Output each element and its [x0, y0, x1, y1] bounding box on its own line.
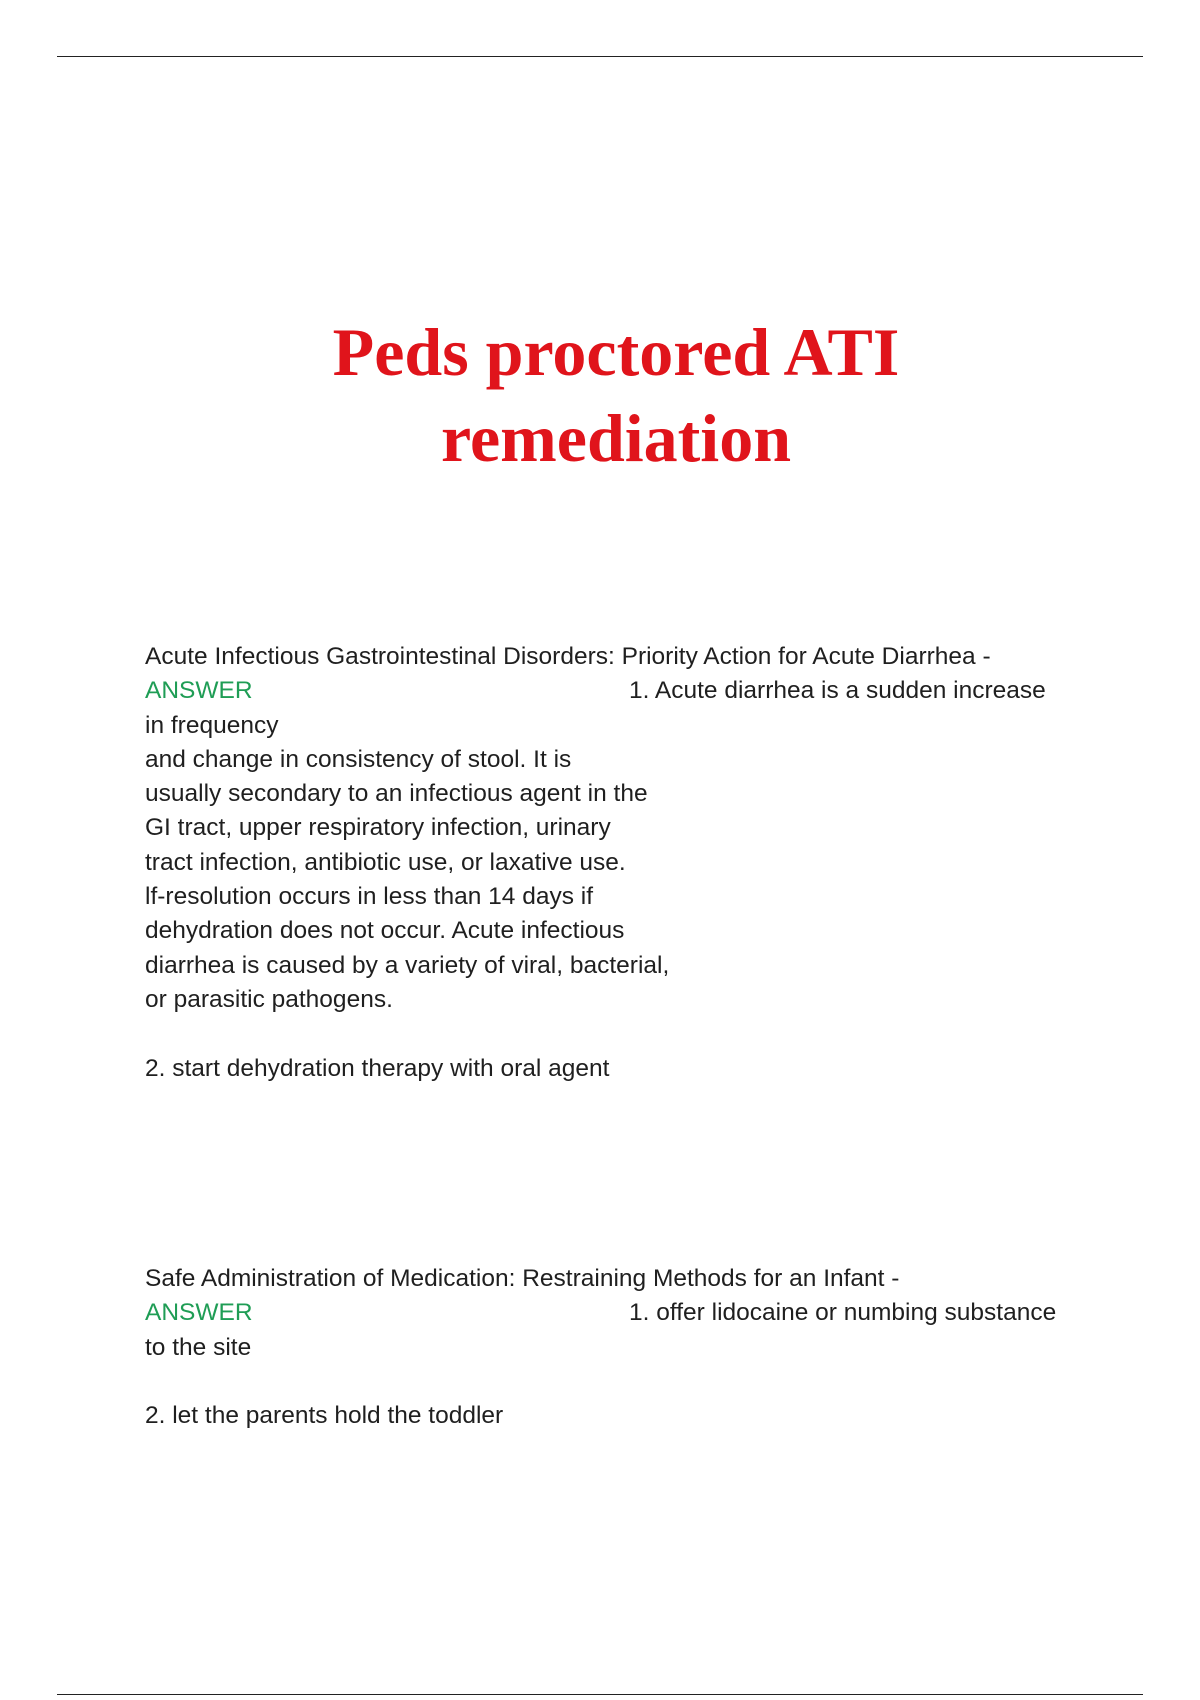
answer-row: [145, 674, 1095, 708]
answer-line: and change in consistency of stool. It is: [145, 745, 572, 773]
document-title-line-2: remediation: [440, 400, 792, 476]
answer-first-line: 1. Acute diarrhea is a sudden increase: [629, 677, 1046, 705]
qa-item-1: [145, 640, 1095, 1086]
answer-first-line: 1. offer lidocaine or numbing substance: [629, 1299, 1057, 1327]
answer-line: in frequency: [145, 711, 279, 739]
answer-line: diarrhea is caused by a variety of viral, bacterial,: [145, 951, 670, 979]
answer-point-2: 2. start dehydration therapy with oral agent: [145, 1054, 610, 1082]
bottom-rule: [57, 1694, 1143, 1695]
spacer: [145, 1365, 1095, 1399]
answer-line: tract infection, antibiotic use, or laxative use.: [145, 848, 626, 876]
spacer: [145, 1017, 1095, 1051]
answer-line: dehydration does not occur. Acute infectious: [145, 917, 625, 945]
answer-line: GI tract, upper respiratory infection, urinary: [145, 814, 611, 842]
answer-label: ANSWER: [145, 1299, 253, 1327]
answer-row: [145, 1296, 1095, 1330]
answer-line: lf-resolution occurs in less than 14 days if: [145, 883, 594, 911]
answer-point-2: 2. let the parents hold the toddler: [145, 1402, 504, 1430]
answer-label: ANSWER: [145, 677, 253, 705]
qa-item-2: [145, 1262, 1095, 1433]
top-rule: [57, 56, 1143, 57]
answer-line: usually secondary to an infectious agent in the: [145, 780, 648, 808]
question-text: Safe Administration of Medication: Restraining Methods for an Infant -: [145, 1265, 900, 1292]
question-text: Acute Infectious Gastrointestinal Disorders: Priority Action for Acute Diarrhea -: [145, 643, 991, 670]
document-title-line-1: Peds proctored ATI: [332, 314, 900, 390]
answer-line: to the site: [145, 1333, 252, 1361]
answer-line: or parasitic pathogens.: [145, 985, 393, 1013]
